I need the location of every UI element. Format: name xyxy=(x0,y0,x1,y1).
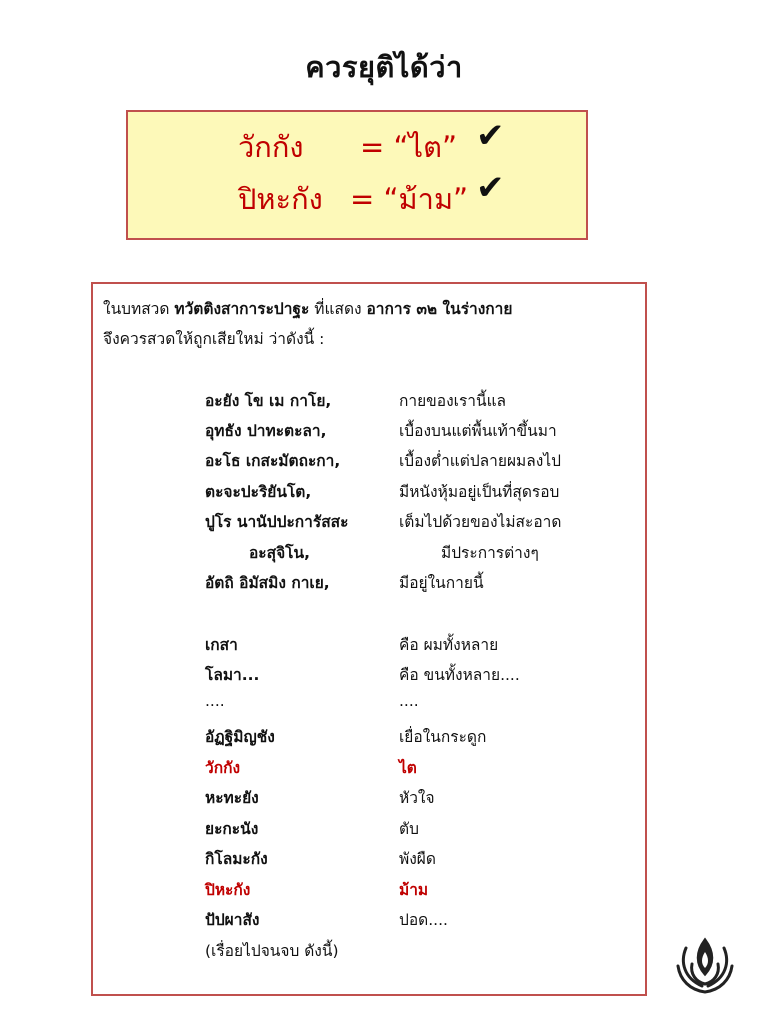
topic-name: อาการ ๓๒ ในร่างกาย xyxy=(366,300,513,318)
part-pali: .... xyxy=(205,692,225,710)
answer-box xyxy=(126,110,588,240)
part-thai: ปอด.... xyxy=(399,911,448,929)
part-thai: .... xyxy=(399,692,419,710)
chant-box xyxy=(91,282,647,996)
part-pali: เกสา xyxy=(205,636,238,654)
answer-meaning: = “ไต” xyxy=(360,130,457,164)
part-thai: เยื่อในกระดูก xyxy=(399,728,487,746)
answer-term: ปิหะกัง xyxy=(238,182,323,216)
part-thai: ตับ xyxy=(399,820,419,838)
closing-note: (เรื่อยไปจนจบ ดังนี้) xyxy=(205,942,339,960)
part-thai: พังผืด xyxy=(399,850,436,868)
verse-pali: อะยัง โข เม กาโย, xyxy=(205,392,332,410)
part-pali: ยะกะนัง xyxy=(205,820,259,838)
intro-line-2: จึงควรสวดให้ถูกเสียใหม่ ว่าดังนี้ : xyxy=(103,330,325,348)
intro-part: ในบทสวด xyxy=(103,300,175,318)
part-thai-highlight: ไต xyxy=(399,759,417,777)
verse-pali: ตะจะปะริยันโต, xyxy=(205,483,312,501)
verse-pali: อะสุจิโน, xyxy=(249,544,310,562)
verse-pali: อัตถิ อิมัสมิง กาเย, xyxy=(205,574,330,592)
page-title: ควรยุติได้ว่า xyxy=(305,50,463,84)
verse-pali: อุทธัง ปาทะตะลา, xyxy=(205,422,327,440)
part-pali: อัฏฐิมิญชัง xyxy=(205,728,275,746)
verse-thai: เต็มไปด้วยของไม่สะอาด xyxy=(399,513,562,531)
lotus-logo xyxy=(672,934,738,998)
intro-text xyxy=(103,294,639,354)
verse-thai: มีประการต่างๆ xyxy=(441,544,539,562)
verse-thai: กายของเรานี้แล xyxy=(399,392,507,410)
answer-row-kidney xyxy=(128,116,586,168)
verse-thai: มีอยู่ในกายนี้ xyxy=(399,574,484,592)
verse-pali: อะโธ เกสะมัตถะกา, xyxy=(205,452,341,470)
answer-row-spleen xyxy=(128,168,586,220)
intro-line-1 xyxy=(103,294,639,324)
part-pali: หะทะยัง xyxy=(205,789,259,807)
verse-thai: เบื้องต่ำแต่ปลายผมลงไป xyxy=(399,452,561,470)
checkmark-icon: ✔ xyxy=(476,116,505,156)
answer-term: วักกัง xyxy=(238,130,304,164)
part-pali: กิโลมะกัง xyxy=(205,850,268,868)
part-pali-highlight: ปิหะกัง xyxy=(205,881,251,899)
verse-thai: เบื้องบนแต่พื้นเท้าขึ้นมา xyxy=(399,422,557,440)
part-thai: หัวใจ xyxy=(399,789,435,807)
part-thai-highlight: ม้าม xyxy=(399,881,429,899)
intro-part: ที่แสดง xyxy=(309,300,367,318)
part-pali: ปัปผาสัง xyxy=(205,911,260,929)
verse-pali: ปูโร นานัปปะการัสสะ xyxy=(205,513,349,531)
part-pali-highlight: วักกัง xyxy=(205,759,241,777)
part-thai: คือ ขนทั้งหลาย.... xyxy=(399,666,520,684)
part-thai: คือ ผมทั้งหลาย xyxy=(399,636,499,654)
chant-name: ทวัตติงสาการะปาฐะ xyxy=(174,300,310,318)
answer-meaning: = “ม้าม” xyxy=(350,182,469,216)
part-pali: โลมา... xyxy=(205,666,260,684)
verse-thai: มีหนังหุ้มอยู่เป็นที่สุดรอบ xyxy=(399,483,560,501)
checkmark-icon: ✔ xyxy=(476,168,505,208)
